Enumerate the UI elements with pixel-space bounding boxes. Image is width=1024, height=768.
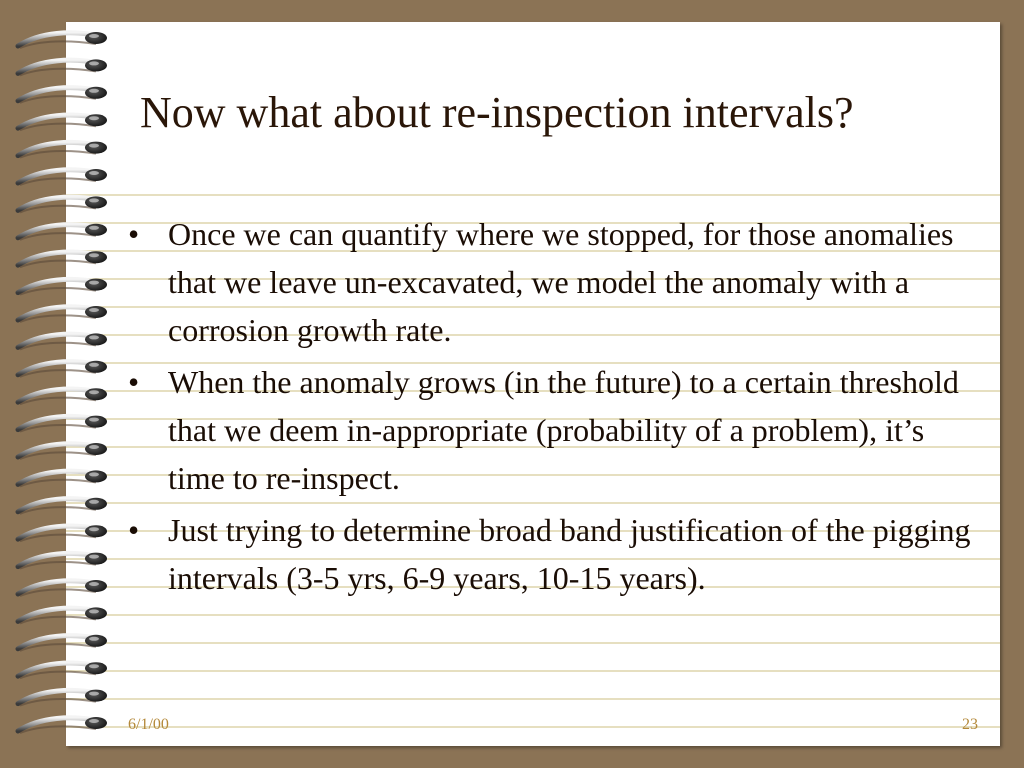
coil-highlight: [89, 89, 99, 93]
coil-shadow: [20, 726, 96, 733]
coil-shadow: [20, 699, 96, 706]
binding-hole: [85, 580, 107, 592]
binding-hole: [85, 416, 107, 428]
binding-hole: [85, 169, 107, 181]
coil-highlight: [89, 335, 99, 339]
bullet-item: [128, 358, 988, 502]
binding-hole: [85, 361, 107, 373]
coil-highlight: [89, 582, 99, 586]
spiral-binding-icon: [0, 22, 130, 746]
coil-shadow: [20, 178, 96, 185]
coil-shadow: [20, 233, 96, 240]
coil-shadow: [20, 206, 96, 213]
coil-highlight: [89, 719, 99, 723]
bullet-item: [128, 210, 988, 354]
coil-shadow: [20, 69, 96, 76]
coil-shadow: [20, 370, 96, 377]
coil-shadow: [20, 589, 96, 596]
binding-hole: [85, 196, 107, 208]
coil-shadow: [20, 343, 96, 350]
coil-highlight: [89, 472, 99, 476]
bullet-marker: •: [128, 512, 140, 548]
coil-shadow: [20, 124, 96, 131]
coil-highlight: [89, 308, 99, 312]
coil-shadow: [20, 288, 96, 295]
slide-title: Now what about re-inspection intervals?: [140, 88, 854, 137]
coil-highlight: [89, 500, 99, 504]
binding-hole: [85, 333, 107, 345]
bullet-list: [128, 210, 988, 606]
coil-highlight: [89, 609, 99, 613]
binding-hole: [85, 498, 107, 510]
coil-highlight: [89, 527, 99, 531]
binding-hole: [85, 87, 107, 99]
bullet-marker: •: [128, 364, 140, 400]
coil-shadow: [20, 425, 96, 432]
coil-highlight: [89, 61, 99, 65]
coil-highlight: [89, 555, 99, 559]
coil-shadow: [20, 151, 96, 158]
coil-shadow: [20, 617, 96, 624]
coil-shadow: [20, 672, 96, 679]
coil-highlight: [89, 171, 99, 175]
coil-highlight: [89, 445, 99, 449]
binding-hole: [85, 114, 107, 126]
coil-highlight: [89, 363, 99, 367]
coil-highlight: [89, 281, 99, 285]
bullet-text: Once we can quantify where we stopped, for those anomalies that we leave un-excavated, we model the anomaly with a corrosion growth rate.: [168, 216, 954, 348]
coil-highlight: [89, 390, 99, 394]
binding-hole: [85, 717, 107, 729]
coil-shadow: [20, 562, 96, 569]
coil-shadow: [20, 41, 96, 48]
coil-highlight: [89, 116, 99, 120]
binding-hole: [85, 553, 107, 565]
binding-hole: [85, 59, 107, 71]
binding-hole: [85, 525, 107, 537]
coil-shadow: [20, 452, 96, 459]
coil-highlight: [89, 637, 99, 641]
coil-shadow: [20, 507, 96, 514]
coil-highlight: [89, 664, 99, 668]
coil-shadow: [20, 96, 96, 103]
coil-shadow: [20, 315, 96, 322]
footer-page-number: 23: [962, 716, 978, 733]
binding-hole: [85, 306, 107, 318]
bullet-marker: •: [128, 216, 140, 252]
binding-hole: [85, 279, 107, 291]
binding-hole: [85, 470, 107, 482]
notebook-page: [66, 22, 1000, 746]
binding-hole: [85, 251, 107, 263]
coil-highlight: [89, 692, 99, 696]
binding-hole: [85, 443, 107, 455]
coil-highlight: [89, 253, 99, 257]
binding-hole: [85, 32, 107, 44]
binding-hole: [85, 224, 107, 236]
footer-date: 6/1/00: [128, 716, 169, 733]
binding-hole: [85, 388, 107, 400]
bullet-text: Just trying to determine broad band justification of the pigging intervals (3-5 yrs, 6-9 years, 10-15 years).: [168, 512, 971, 596]
bullet-text: When the anomaly grows (in the future) to a certain threshold that we deem in-appropriate (probability of a problem), it’s time to re-inspect.: [168, 364, 959, 496]
coil-highlight: [89, 226, 99, 230]
binding-hole: [85, 662, 107, 674]
binding-hole: [85, 690, 107, 702]
coil-highlight: [89, 144, 99, 148]
coil-shadow: [20, 535, 96, 542]
binding-hole: [85, 635, 107, 647]
coil-shadow: [20, 398, 96, 405]
coil-shadow: [20, 480, 96, 487]
coil-highlight: [89, 198, 99, 202]
binding-hole: [85, 607, 107, 619]
bullet-item: [128, 506, 988, 602]
coil-highlight: [89, 418, 99, 422]
coil-shadow: [20, 644, 96, 651]
coil-highlight: [89, 34, 99, 38]
binding-hole: [85, 142, 107, 154]
coil-shadow: [20, 261, 96, 268]
